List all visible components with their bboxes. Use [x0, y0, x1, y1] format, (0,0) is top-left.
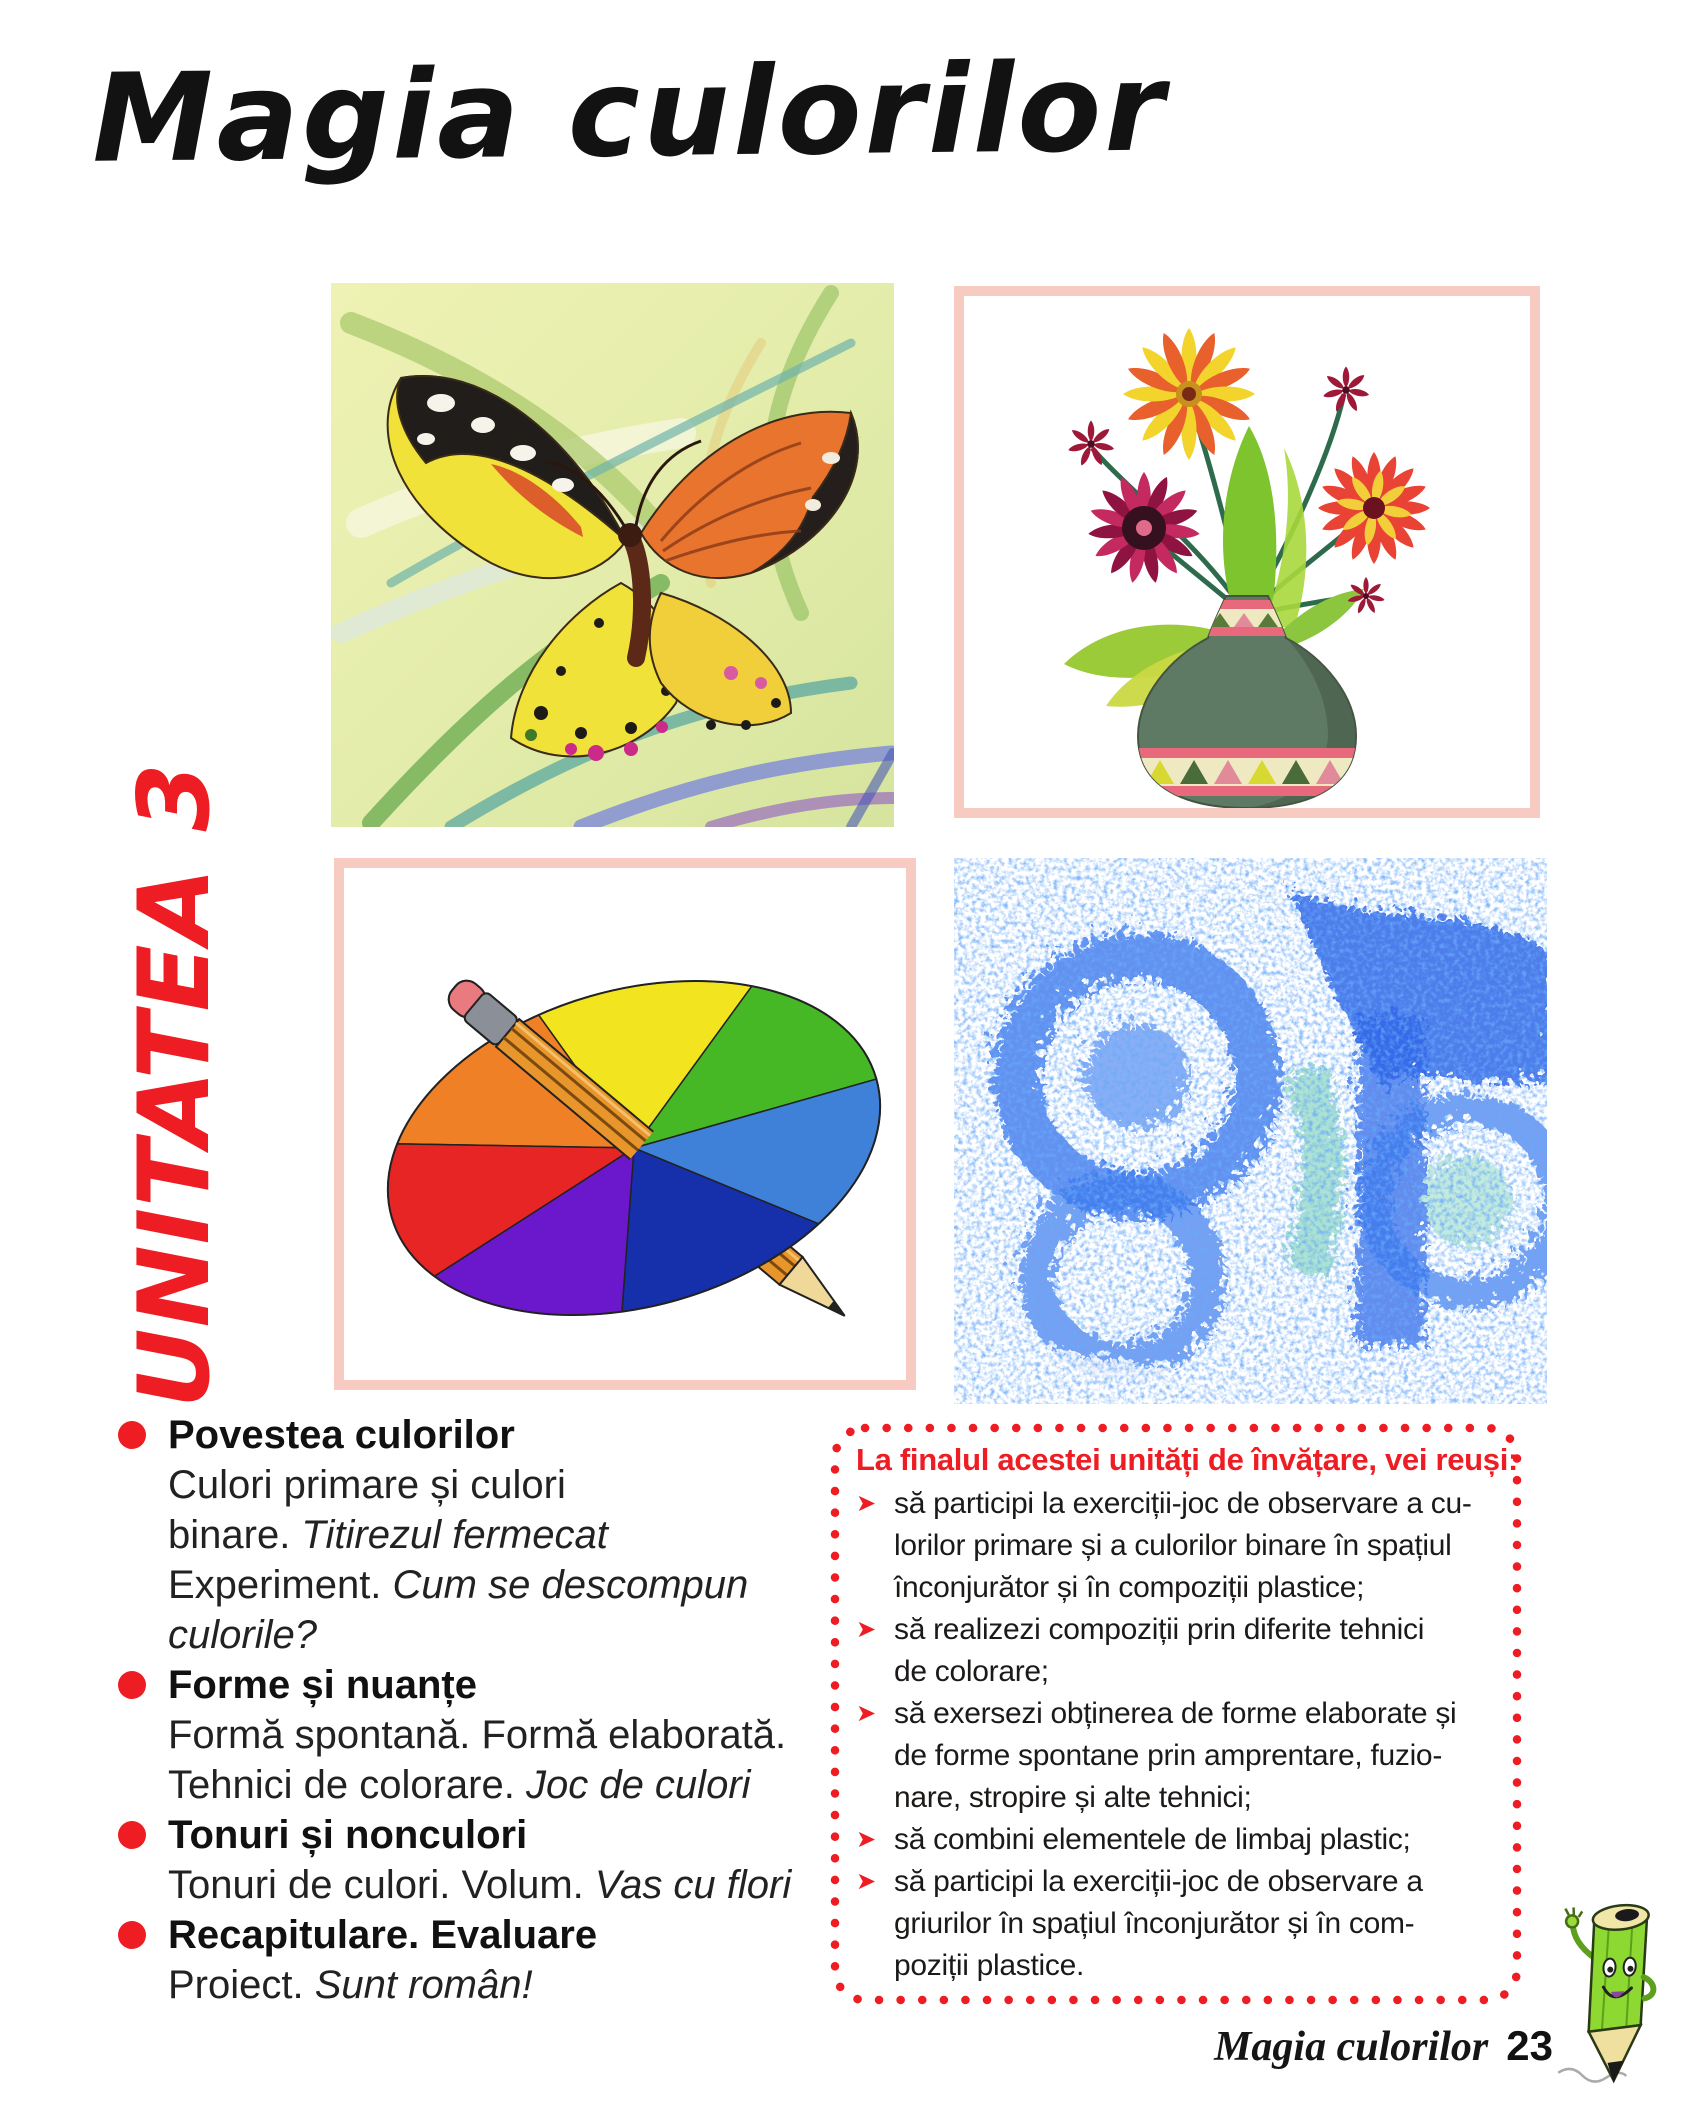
objective-line: să combini elementele de limbaj plastic;: [894, 1823, 1411, 1856]
objective-line: nare, stropire și alte tehnici;: [894, 1781, 1252, 1814]
topic-line: [168, 1760, 820, 1810]
objective-line: să participi la exerciții-joc de observare a: [894, 1865, 1423, 1898]
text-segment: Experiment.: [168, 1563, 393, 1607]
objective-line: griurilor în spațiul înconjurător și în com-: [894, 1907, 1415, 1940]
bullet-dot-icon: [118, 1671, 146, 1699]
topic-title: Recapitulare. Evaluare: [168, 1913, 598, 1957]
color-wheel-pencil-image: [334, 858, 916, 1390]
text-segment: Vas cu flori: [594, 1863, 792, 1907]
bullet-dot-icon: [118, 1921, 146, 1949]
topic-line: [168, 1860, 820, 1910]
topic-line: [168, 1710, 820, 1760]
topic-item: [104, 1660, 820, 1810]
text-segment: Formă spontană. Formă elaborată.: [168, 1713, 787, 1757]
footer-page-number: 23: [1506, 2022, 1553, 2069]
objectives-box: [830, 1423, 1522, 2005]
butterfly-painting-image: [331, 283, 894, 827]
text-segment: Titirezul fermecat: [301, 1513, 608, 1557]
text-segment: Tonuri de culori. Volum.: [168, 1863, 595, 1907]
topic-line: [168, 1460, 820, 1510]
objective-item: [856, 1861, 1500, 1987]
bullet-dot-icon: [118, 1421, 146, 1449]
text-segment: culorile?: [168, 1613, 317, 1657]
objective-item: [856, 1693, 1500, 1819]
topic-item: [104, 1910, 820, 2010]
text-segment: Sunt român!: [314, 1963, 533, 2007]
topic-line: [168, 1560, 820, 1610]
arrow-bullet-icon: ➤: [856, 1490, 877, 1517]
objective-line: poziții plastice.: [894, 1949, 1084, 1982]
page-title: Magia culorilor: [91, 36, 1168, 190]
objective-line: să realizezi compoziții prin diferite tehnici: [894, 1613, 1425, 1646]
arrow-bullet-icon: ➤: [856, 1700, 877, 1727]
text-segment: Culori primare și culori: [168, 1463, 566, 1507]
objective-line: de forme spontane prin amprentare, fuzio-: [894, 1739, 1443, 1772]
objective-item: [856, 1609, 1500, 1693]
blue-sponge-texture-image: [954, 858, 1547, 1404]
topic-title: Tonuri și nonculori: [168, 1813, 528, 1857]
text-segment: Cum se descompun: [392, 1563, 749, 1607]
arrow-bullet-icon: ➤: [856, 1826, 877, 1853]
objective-line: înconjurător și în compoziții plastice;: [894, 1571, 1365, 1604]
topic-item: [104, 1810, 820, 1910]
text-segment: Joc de culori: [525, 1763, 751, 1807]
objective-item: [856, 1483, 1500, 1609]
text-segment: binare.: [168, 1513, 302, 1557]
topic-line: [168, 1610, 820, 1660]
footer-book-title: Magia culorilor: [1214, 2024, 1489, 2070]
objective-line: să exersezi obținerea de forme elaborate și: [894, 1697, 1457, 1730]
pencil-mascot-icon: [1548, 1882, 1678, 2097]
objective-item: [856, 1819, 1500, 1861]
page-footer: [1214, 2022, 1553, 2071]
unit-label: UNITATEA 3: [118, 762, 232, 1408]
objective-line: să participi la exerciții-joc de observare a cu-: [894, 1487, 1472, 1520]
flower-vase-image: [954, 286, 1540, 818]
topic-item: [104, 1410, 820, 1660]
objective-line: de colorare;: [894, 1655, 1049, 1688]
bullet-dot-icon: [118, 1821, 146, 1849]
topic-title: Forme și nuanțe: [168, 1663, 477, 1707]
arrow-bullet-icon: ➤: [856, 1868, 877, 1895]
topic-line: [168, 1510, 820, 1560]
objective-line: lorilor primare și a culorilor binare în spațiul: [894, 1529, 1452, 1562]
objectives-heading: La finalul acestei unități de învățare, vei reuși:: [856, 1442, 1519, 1477]
arrow-bullet-icon: ➤: [856, 1616, 877, 1643]
topic-title: Povestea culorilor: [168, 1413, 515, 1457]
text-segment: Tehnici de colorare.: [168, 1763, 526, 1807]
topic-line: [168, 1960, 820, 2010]
text-segment: Proiect.: [168, 1963, 315, 2007]
topics-list: [104, 1410, 820, 2010]
